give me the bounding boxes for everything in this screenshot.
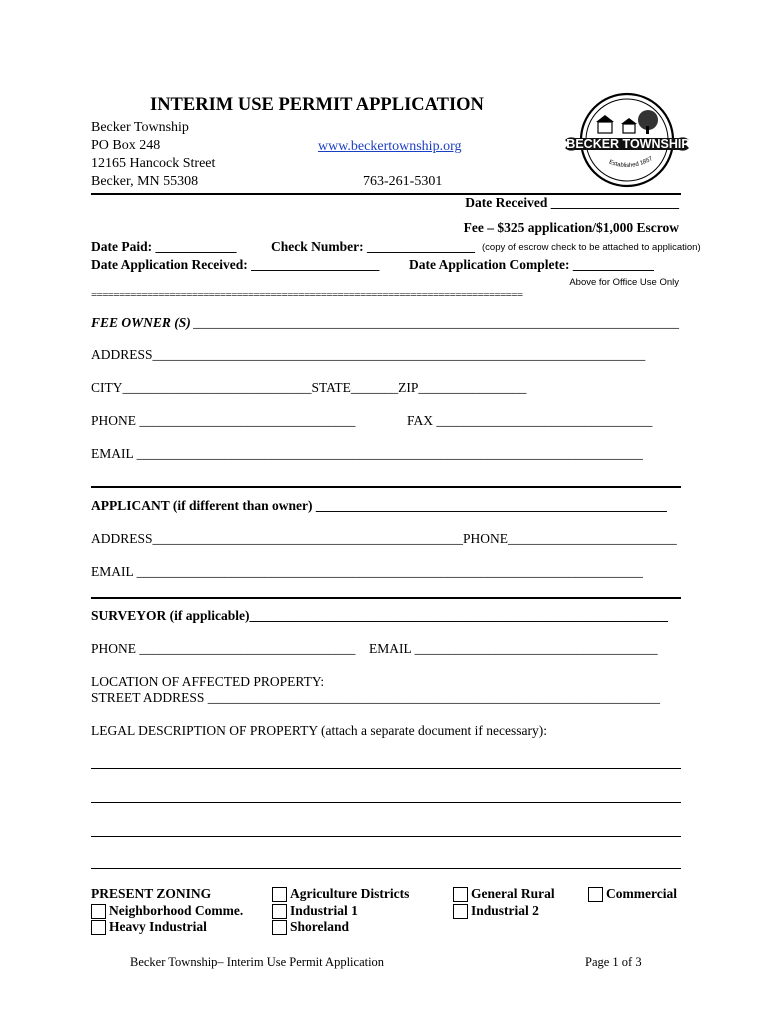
zoning-industrial-2-checkbox[interactable]: [453, 903, 539, 919]
separator: =============================================================================: [91, 289, 523, 301]
org-name: Becker Township: [91, 120, 189, 135]
checkbox-label: Shoreland: [290, 919, 350, 934]
owner-address-field[interactable]: ADDRESS_________________________________________________________________________: [91, 347, 646, 362]
checkbox-box[interactable]: [91, 904, 106, 919]
legal-description-label: LEGAL DESCRIPTION OF PROPERTY (attach a separate document if necessary):: [91, 723, 547, 738]
date-application-complete: Date Application Complete: ____________: [409, 257, 654, 272]
zoning-neighborhood-commercial-checkbox[interactable]: [91, 903, 243, 919]
zoning-agriculture-districts-checkbox[interactable]: [272, 886, 409, 902]
logo-established: Established 1857: [608, 155, 654, 170]
fee-owner-field[interactable]: ________________________________________________________________________: [193, 315, 679, 330]
checkbox-box[interactable]: [272, 887, 287, 902]
legal-description-line[interactable]: [91, 868, 681, 869]
street-address-field[interactable]: STREET ADDRESS ___________________________________________________________________: [91, 690, 661, 705]
zoning-shoreland-checkbox[interactable]: [272, 919, 349, 935]
owner-fax-field[interactable]: FAX ________________________________: [407, 413, 653, 428]
zoning-industrial-1-checkbox[interactable]: [272, 903, 358, 919]
date-application-received: Date Application Received: ___________________: [91, 257, 380, 272]
logo-text: BECKER TOWNSHIP: [566, 137, 690, 151]
check-note: (copy of escrow check to be attached to application): [482, 242, 701, 253]
township-phone: 763-261-5301: [363, 174, 443, 189]
zoning-general-rural-checkbox[interactable]: [453, 886, 555, 902]
section-divider: [91, 486, 681, 488]
applicant-address-phone-field[interactable]: ADDRESS______________________________________________PHONE_________________________: [91, 531, 677, 546]
date-received: Date Received ___________________: [465, 195, 679, 210]
legal-description-line[interactable]: [91, 836, 681, 837]
township-logo: [564, 90, 690, 190]
page-title: INTERIM USE PERMIT APPLICATION: [150, 95, 484, 115]
checkbox-box[interactable]: [272, 920, 287, 935]
website-link[interactable]: www.beckertownship.org: [318, 139, 462, 154]
check-number: Check Number: ________________: [271, 239, 475, 254]
checkbox-box[interactable]: [91, 920, 106, 935]
surveyor-email-field[interactable]: EMAIL ____________________________________: [369, 641, 658, 656]
checkbox-label: Industrial 2: [471, 903, 539, 918]
checkbox-box[interactable]: [453, 887, 468, 902]
surveyor-field[interactable]: SURVEYOR (if applicable)______________________________________________________________: [91, 608, 669, 623]
po-box: PO Box 248: [91, 138, 161, 153]
checkbox-box[interactable]: [588, 887, 603, 902]
fee-line: Fee – $325 application/$1,000 Escrow: [463, 220, 679, 235]
surveyor-phone-field[interactable]: PHONE ________________________________: [91, 641, 356, 656]
checkbox-label: Agriculture Districts: [290, 886, 410, 901]
checkbox-label: Commercial: [606, 886, 677, 901]
checkbox-label: Industrial 1: [290, 903, 358, 918]
street-address: 12165 Hancock Street: [91, 156, 216, 171]
fee-owner-label: FEE OWNER (S): [91, 315, 191, 330]
checkbox-box[interactable]: [272, 904, 287, 919]
owner-city-state-zip-field[interactable]: CITY____________________________STATE_______ZIP________________: [91, 380, 527, 395]
location-label: LOCATION OF AFFECTED PROPERTY:: [91, 674, 325, 689]
legal-description-line[interactable]: [91, 802, 681, 803]
zoning-commercial-checkbox[interactable]: [588, 886, 677, 902]
owner-email-field[interactable]: EMAIL ___________________________________________________________________________: [91, 446, 643, 461]
owner-phone-field[interactable]: PHONE ________________________________: [91, 413, 356, 428]
present-zoning-label: PRESENT ZONING: [91, 886, 212, 901]
applicant-field[interactable]: APPLICANT (if different than owner) ____________________________________________________: [91, 498, 667, 513]
office-use-note: Above for Office Use Only: [569, 277, 679, 288]
zoning-heavy-industrial-checkbox[interactable]: [91, 919, 207, 935]
footer-document-name: Becker Township– Interim Use Permit Application: [130, 955, 385, 969]
footer-page-number: Page 1 of 3: [585, 955, 642, 969]
checkbox-label: Heavy Industrial: [109, 919, 207, 934]
date-paid: Date Paid: ____________: [91, 239, 237, 254]
section-divider: [91, 597, 681, 599]
legal-description-line[interactable]: [91, 768, 681, 769]
checkbox-label: Neighborhood Comme.: [109, 903, 244, 918]
checkbox-label: General Rural: [471, 886, 555, 901]
checkbox-box[interactable]: [453, 904, 468, 919]
applicant-email-field[interactable]: EMAIL ___________________________________________________________________________: [91, 564, 643, 579]
city-state-zip: Becker, MN 55308: [91, 174, 199, 189]
